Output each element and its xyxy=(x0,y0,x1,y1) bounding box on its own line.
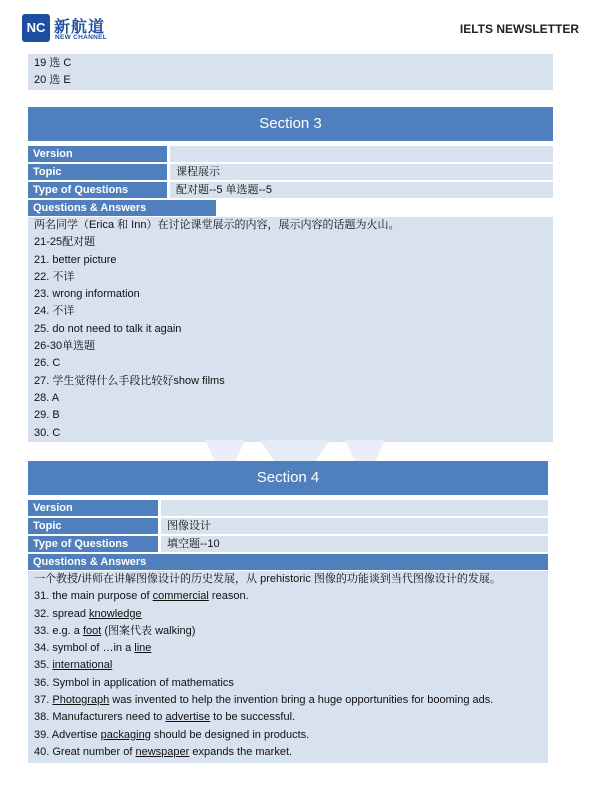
answer-line: 22. 不详 xyxy=(34,270,75,283)
answer-line: 28. A xyxy=(34,391,60,404)
answer-line xyxy=(28,744,548,761)
section-4-topic-row xyxy=(28,518,548,534)
answer-word: advertise xyxy=(165,711,211,724)
topic-label: Topic xyxy=(28,518,158,534)
section-3-topic-row xyxy=(28,164,553,180)
version-label: Version xyxy=(28,146,167,162)
answer-word: commercial xyxy=(152,590,209,603)
answer-line: 21. better picture xyxy=(34,253,117,266)
section-4-header: Section 4 xyxy=(28,461,548,495)
section-4-intro: 一个教授/讲师在讲解图像设计的历史发展，从 prehistoric 图像的功能谈到当代图像设计的发展。 xyxy=(34,573,501,585)
answer-prefix: 35. xyxy=(34,659,53,672)
type-label: Type of Questions xyxy=(28,182,167,198)
answer-line: 26. C xyxy=(34,357,61,370)
answer-line: 20 选 E xyxy=(34,74,71,87)
watermark-graphic xyxy=(205,440,385,462)
type-label: Type of Questions xyxy=(28,536,158,552)
answer-suffix: expands the market. xyxy=(189,745,293,758)
section-3-intro: 两名同学（Erica 和 Inn）在讨论课堂展示的内容，展示内容的话题为火山。 xyxy=(34,219,400,231)
answer-word: packaging xyxy=(100,728,151,741)
type-value: 填空题--10 xyxy=(161,536,548,552)
answer-line xyxy=(28,692,548,709)
answer-word: knowledge xyxy=(89,607,142,620)
answer-prefix: 38. Manufacturers need to xyxy=(34,711,166,724)
answer-suffix: reason. xyxy=(208,590,249,603)
section-3-header: Section 3 xyxy=(28,107,553,141)
answer-line xyxy=(28,606,548,623)
section-3-version-row xyxy=(28,146,553,162)
answer-line: 27. 学生觉得什么手段比较好show films xyxy=(34,374,225,387)
answer-prefix: 33. e.g. a xyxy=(34,624,83,637)
answer-suffix: was invented to help the invention bring a huge opportunities for booming ads. xyxy=(109,694,494,707)
answer-prefix: 37. xyxy=(34,694,53,707)
logo-chinese-name: 新航道 xyxy=(54,19,106,36)
previous-answers-box xyxy=(28,54,553,90)
answer-prefix: 36. Symbol in application of mathematics xyxy=(34,676,234,689)
answer-line: 19 选 C xyxy=(34,57,72,69)
answer-line: 21-25配对题 xyxy=(34,236,96,249)
answer-suffix: to be successful. xyxy=(210,711,296,724)
answer-word: line xyxy=(134,642,152,655)
logo-english-name: NEW CHANNEL xyxy=(55,34,108,41)
section-3-qa-label: Questions & Answers xyxy=(28,200,216,216)
newsletter-title: IELTS NEWSLETTER xyxy=(459,22,579,36)
answer-line: 29. B xyxy=(34,409,60,422)
answer-line: 25. do not need to talk it again xyxy=(34,322,182,335)
answer-line xyxy=(28,709,548,726)
section-4-answers-box xyxy=(28,571,548,763)
section-4-qa-label: Questions & Answers xyxy=(28,554,548,570)
logo-mark: NC xyxy=(22,14,50,42)
answer-prefix: 34. symbol of …in a xyxy=(34,642,135,655)
answer-line xyxy=(28,640,548,657)
section-4-version-row xyxy=(28,500,548,516)
topic-value: 课程展示 xyxy=(170,164,553,180)
answer-prefix: 40. Great number of xyxy=(34,745,136,758)
answer-suffix: (图案代表 walking) xyxy=(101,624,196,637)
answer-prefix: 39. Advertise xyxy=(34,728,101,741)
answer-word: Photograph xyxy=(52,694,110,707)
answer-line: 23. wrong information xyxy=(34,288,140,301)
answer-suffix: should be designed in products. xyxy=(150,728,310,741)
answer-line xyxy=(28,623,548,640)
answer-line xyxy=(28,588,548,605)
answer-line xyxy=(28,675,548,692)
answer-line xyxy=(28,727,548,744)
type-value: 配对题--5 单选题--5 xyxy=(170,182,553,198)
version-value xyxy=(161,500,548,516)
answer-line: 24. 不详 xyxy=(34,305,75,318)
brand-logo xyxy=(22,14,132,46)
answer-prefix: 32. spread xyxy=(34,607,90,620)
section-3-type-row xyxy=(28,182,553,198)
answer-line: 26-30单选题 xyxy=(34,340,96,353)
section-4-type-row xyxy=(28,536,548,552)
answer-line: 30. C xyxy=(34,426,61,439)
topic-label: Topic xyxy=(28,164,167,180)
version-value xyxy=(170,146,553,162)
answer-word: international xyxy=(52,659,113,672)
answer-prefix: 31. the main purpose of xyxy=(34,590,153,603)
section-3-answers-box xyxy=(28,217,553,442)
answer-word: foot xyxy=(82,624,102,637)
topic-value: 图像设计 xyxy=(161,518,548,534)
answer-line xyxy=(28,657,548,674)
answer-word: newspaper xyxy=(135,745,190,758)
version-label: Version xyxy=(28,500,158,516)
